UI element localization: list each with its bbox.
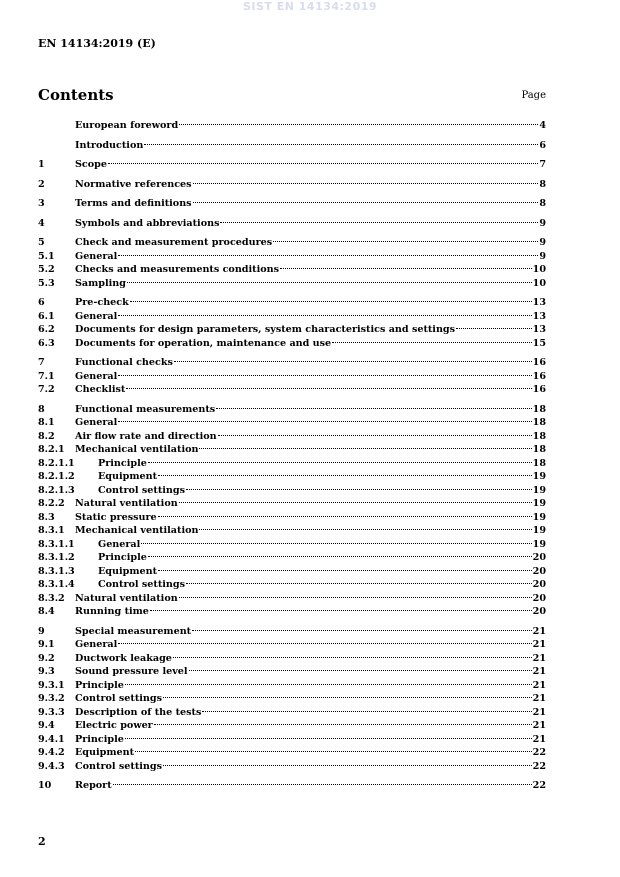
toc-entry[interactable] xyxy=(38,430,546,444)
toc-entry-title: Normative references xyxy=(75,178,192,190)
toc-entry-page: 16 xyxy=(532,370,546,382)
dot-leader xyxy=(118,255,538,256)
dot-leader xyxy=(163,765,532,766)
dot-leader xyxy=(130,301,532,302)
toc-entry-title: Control settings xyxy=(98,579,185,590)
toc-entry-title: Description of the tests xyxy=(75,706,202,718)
dot-leader xyxy=(118,375,531,376)
dot-leader xyxy=(118,643,531,644)
toc-entry-number: 9.3.2 xyxy=(38,693,65,704)
toc-entry-title: Introduction xyxy=(75,139,144,151)
toc-entry[interactable] xyxy=(38,119,546,133)
toc-entry-title: Functional checks xyxy=(75,357,173,368)
toc-entry-page: 22 xyxy=(532,760,546,772)
toc-entry-page: 21 xyxy=(532,652,546,664)
toc-entry-page: 21 xyxy=(532,720,546,731)
toc-entry-number: 9.4 xyxy=(38,720,55,731)
toc-entry-number: 8.2 xyxy=(38,430,55,442)
dot-leader xyxy=(113,784,532,785)
toc-entry[interactable] xyxy=(38,457,546,471)
toc-entry-number: 8.3 xyxy=(38,511,55,523)
toc-entry-page: 9 xyxy=(539,237,546,248)
toc-entry[interactable] xyxy=(38,605,546,619)
toc-entry-number: 8.3.1.2 xyxy=(38,552,75,563)
toc-entry-title: Checklist xyxy=(75,384,126,395)
toc-entry-page: 10 xyxy=(532,264,546,275)
toc-entry-number: 9.3.3 xyxy=(38,706,65,718)
toc-entry-number: 2 xyxy=(38,178,45,190)
toc-entry-number: 9 xyxy=(38,625,45,637)
toc-entry-page: 20 xyxy=(532,565,546,577)
toc-entry-title: Report xyxy=(75,780,112,791)
toc-entry-number: 9.1 xyxy=(38,639,55,650)
toc-entry-number: 9.2 xyxy=(38,652,55,664)
toc-entry-title: General xyxy=(75,370,118,382)
toc-entry-number: 9.3 xyxy=(38,666,55,677)
toc-entry-page: 13 xyxy=(532,297,546,308)
page-column-label: Page xyxy=(521,90,546,101)
toc-entry[interactable] xyxy=(38,565,546,579)
toc-entry-number: 8.4 xyxy=(38,606,55,617)
toc-entry-number: 9.4.3 xyxy=(38,760,65,772)
dot-leader xyxy=(189,670,532,671)
dot-leader xyxy=(150,610,532,611)
toc-entry[interactable] xyxy=(38,497,546,511)
toc-entry-title: Control settings xyxy=(75,760,162,772)
toc-entry[interactable] xyxy=(38,551,546,565)
toc-entry-page: 21 xyxy=(532,639,546,650)
toc-entry[interactable] xyxy=(38,158,546,172)
dot-leader xyxy=(273,241,538,242)
dot-leader xyxy=(154,724,532,725)
toc-entry-number: 7.2 xyxy=(38,384,55,395)
toc-entry-page: 20 xyxy=(532,592,546,604)
toc-entry[interactable] xyxy=(38,416,546,430)
toc-entry-title: Scope xyxy=(75,159,107,170)
toc-entry-number: 8.2.2 xyxy=(38,498,65,509)
toc-entry-page: 18 xyxy=(532,444,546,455)
toc-entry-title: Principle xyxy=(75,733,124,745)
toc-entry[interactable] xyxy=(38,443,546,457)
dot-leader xyxy=(193,183,539,184)
dot-leader xyxy=(158,570,532,571)
dot-leader xyxy=(179,502,532,503)
toc-entry-title: European foreword xyxy=(75,120,179,131)
toc-entry[interactable] xyxy=(38,679,546,693)
toc-entry-number: 1 xyxy=(38,159,45,170)
toc-entry-page: 19 xyxy=(532,484,546,496)
toc-entry[interactable] xyxy=(38,638,546,652)
toc-entry-number: 8.3.2 xyxy=(38,592,65,604)
dot-leader xyxy=(193,202,539,203)
toc-entry-title: Special measurement xyxy=(75,625,192,637)
dot-leader xyxy=(148,556,532,557)
toc-entry-title: Air flow rate and direction xyxy=(75,430,217,442)
dot-leader xyxy=(179,124,538,125)
toc-entry[interactable] xyxy=(38,470,546,484)
toc-entry-title: Terms and definitions xyxy=(75,198,192,209)
toc-entry[interactable] xyxy=(38,625,546,639)
toc-entry-page: 22 xyxy=(532,780,546,791)
dot-leader xyxy=(126,388,531,389)
toc-entry[interactable] xyxy=(38,665,546,679)
toc-entry-page: 20 xyxy=(532,606,546,617)
dot-leader xyxy=(118,315,531,316)
dot-leader xyxy=(202,711,531,712)
toc-entry-page: 21 xyxy=(532,666,546,677)
toc-entry[interactable] xyxy=(38,760,546,774)
toc-entry-title: Equipment xyxy=(75,747,135,758)
toc-entry-page: 18 xyxy=(532,417,546,428)
toc-entry[interactable] xyxy=(38,236,546,250)
toc-entry-title: Control settings xyxy=(98,484,185,496)
toc-entry-title: Equipment xyxy=(98,565,158,577)
toc-entry-title: Mechanical ventilation xyxy=(75,525,199,536)
toc-entry-title: General xyxy=(75,417,118,428)
toc-entry-page: 18 xyxy=(532,403,546,415)
toc-entry-page: 21 xyxy=(532,625,546,637)
dot-leader xyxy=(218,435,532,436)
toc-entry-page: 19 xyxy=(532,511,546,523)
toc-entry-page: 19 xyxy=(532,538,546,550)
toc-entry-number: 8.2.1 xyxy=(38,444,65,455)
toc-entry-page: 18 xyxy=(532,457,546,469)
toc-entry-number: 7.1 xyxy=(38,370,55,382)
toc-entry-title: General xyxy=(75,310,118,322)
toc-entry-page: 21 xyxy=(532,693,546,704)
toc-entry-page: 13 xyxy=(532,310,546,322)
toc-entry-page: 21 xyxy=(532,679,546,691)
toc-entry[interactable] xyxy=(38,592,546,606)
toc-entry-page: 4 xyxy=(539,120,546,131)
dot-leader xyxy=(108,163,538,164)
toc-entry-number: 5.1 xyxy=(38,250,55,262)
toc-entry[interactable] xyxy=(38,139,546,153)
dot-leader xyxy=(199,448,531,449)
toc-entry-title: Sampling xyxy=(75,277,126,289)
toc-entry[interactable] xyxy=(38,524,546,538)
toc-entry[interactable] xyxy=(38,356,546,370)
dot-leader xyxy=(220,222,538,223)
toc-entry-title: Running time xyxy=(75,606,149,617)
toc-entry[interactable] xyxy=(38,197,546,211)
toc-entry[interactable] xyxy=(38,733,546,747)
toc-entry-number: 5.3 xyxy=(38,277,55,289)
dot-leader xyxy=(158,475,532,476)
toc-entry-title: Control settings xyxy=(75,693,162,704)
toc-entry-page: 9 xyxy=(539,250,546,262)
toc-entry-page: 18 xyxy=(532,430,546,442)
toc-entry[interactable] xyxy=(38,370,546,384)
toc-entry-title: Electric power xyxy=(75,720,153,731)
toc-entry[interactable] xyxy=(38,746,546,760)
toc-entry[interactable] xyxy=(38,692,546,706)
toc-entry-number: 8.3.1.4 xyxy=(38,579,75,590)
toc-entry-number: 8.2.1.2 xyxy=(38,471,75,482)
toc-entry-title: Mechanical ventilation xyxy=(75,444,199,455)
toc-entry-page: 13 xyxy=(532,324,546,335)
dot-leader xyxy=(186,489,532,490)
toc-entry-page: 10 xyxy=(532,277,546,289)
toc-entry[interactable] xyxy=(38,277,546,291)
toc-entry[interactable] xyxy=(38,484,546,498)
toc-entry[interactable] xyxy=(38,250,546,264)
dot-leader xyxy=(135,751,532,752)
toc-entry[interactable] xyxy=(38,511,546,525)
toc-entry-title: Principle xyxy=(75,679,124,691)
toc-entry[interactable] xyxy=(38,263,546,277)
toc-entry-number: 3 xyxy=(38,198,45,209)
toc-entry-page: 21 xyxy=(532,733,546,745)
toc-entry-title: Principle xyxy=(98,552,147,563)
toc-entry-number: 4 xyxy=(38,217,45,229)
toc-entry[interactable] xyxy=(38,403,546,417)
dot-leader xyxy=(173,657,532,658)
dot-leader xyxy=(158,516,532,517)
toc-entry-title: Pre-check xyxy=(75,297,129,308)
dot-leader xyxy=(125,684,532,685)
dot-leader xyxy=(179,597,532,598)
table-of-contents xyxy=(38,119,546,793)
toc-entry-number: 9.3.1 xyxy=(38,679,65,691)
toc-entry[interactable] xyxy=(38,652,546,666)
dot-leader xyxy=(216,408,531,409)
toc-entry-page: 20 xyxy=(532,579,546,590)
dot-leader xyxy=(144,144,538,145)
contents-title: Contents xyxy=(38,86,114,104)
toc-entry[interactable] xyxy=(38,310,546,324)
toc-entry-page: 8 xyxy=(539,178,546,190)
toc-entry-title: General xyxy=(98,538,141,550)
toc-entry-page: 19 xyxy=(532,525,546,536)
toc-entry-number: 8.3.1 xyxy=(38,525,65,536)
toc-entry-number: 6.2 xyxy=(38,324,55,335)
toc-entry-title: Documents for design parameters, system characteristics and settings xyxy=(75,324,456,335)
toc-entry-title: Documents for operation, maintenance and use xyxy=(75,337,332,349)
dot-leader xyxy=(118,421,531,422)
dot-leader xyxy=(456,328,532,329)
toc-entry[interactable] xyxy=(38,217,546,231)
toc-entry-title: Symbols and abbreviations xyxy=(75,217,220,229)
toc-entry-number: 8.1 xyxy=(38,417,55,428)
toc-entry-number: 9.4.1 xyxy=(38,733,65,745)
toc-entry-page: 7 xyxy=(539,159,546,170)
toc-entry-page: 19 xyxy=(532,471,546,482)
toc-entry-title: Natural ventilation xyxy=(75,592,178,604)
toc-entry[interactable] xyxy=(38,706,546,720)
toc-entry-page: 6 xyxy=(539,139,546,151)
toc-entry-number: 8.3.1.3 xyxy=(38,565,75,577)
toc-entry-title: General xyxy=(75,639,118,650)
toc-entry[interactable] xyxy=(38,323,546,337)
toc-entry-number: 7 xyxy=(38,357,45,368)
toc-entry-title: Sound pressure level xyxy=(75,666,188,677)
dot-leader xyxy=(125,738,532,739)
toc-entry-title: Principle xyxy=(98,457,147,469)
toc-entry-number: 9.4.2 xyxy=(38,747,65,758)
toc-entry-number: 8 xyxy=(38,403,45,415)
dot-leader xyxy=(186,583,532,584)
dot-leader xyxy=(280,268,532,269)
toc-entry-title: Equipment xyxy=(98,471,158,482)
dot-leader xyxy=(192,630,532,631)
toc-entry-number: 6 xyxy=(38,297,45,308)
dot-leader xyxy=(141,543,531,544)
toc-entry-number: 8.3.1.1 xyxy=(38,538,75,550)
toc-entry[interactable] xyxy=(38,779,546,793)
toc-entry-page: 8 xyxy=(539,198,546,209)
toc-entry-number: 6.3 xyxy=(38,337,55,349)
toc-entry-page: 20 xyxy=(532,552,546,563)
toc-entry[interactable] xyxy=(38,383,546,397)
dot-leader xyxy=(332,342,531,343)
toc-entry-number: 10 xyxy=(38,780,52,791)
dot-leader xyxy=(127,282,532,283)
toc-entry-title: General xyxy=(75,250,118,262)
toc-entry[interactable] xyxy=(38,296,546,310)
toc-entry-title: Checks and measurements conditions xyxy=(75,264,280,275)
toc-entry-number: 5 xyxy=(38,237,45,248)
toc-entry-number: 8.2.1.1 xyxy=(38,457,75,469)
toc-entry-page: 21 xyxy=(532,706,546,718)
toc-entry-title: Natural ventilation xyxy=(75,498,178,509)
dot-leader xyxy=(163,697,532,698)
toc-entry-title: Functional measurements xyxy=(75,403,216,415)
dot-leader xyxy=(174,361,532,362)
toc-entry-page: 16 xyxy=(532,384,546,395)
toc-entry-page: 16 xyxy=(532,357,546,368)
toc-entry[interactable] xyxy=(38,578,546,592)
toc-entry[interactable] xyxy=(38,337,546,351)
toc-entry-number: 6.1 xyxy=(38,310,55,322)
toc-entry-title: Ductwork leakage xyxy=(75,652,172,664)
toc-entry[interactable] xyxy=(38,538,546,552)
toc-entry-page: 22 xyxy=(532,747,546,758)
toc-entry-page: 19 xyxy=(532,498,546,509)
page-number: 2 xyxy=(38,835,46,848)
toc-entry-number: 5.2 xyxy=(38,264,55,275)
watermark: SIST EN 14134:2019 xyxy=(242,0,378,13)
toc-entry[interactable] xyxy=(38,719,546,733)
dot-leader xyxy=(148,462,532,463)
toc-entry-page: 15 xyxy=(532,337,546,349)
toc-entry-title: Check and measurement procedures xyxy=(75,237,273,248)
dot-leader xyxy=(199,529,531,530)
toc-entry-title: Static pressure xyxy=(75,511,157,523)
toc-entry-number: 8.2.1.3 xyxy=(38,484,75,496)
toc-entry-page: 9 xyxy=(539,217,546,229)
toc-entry[interactable] xyxy=(38,178,546,192)
standard-id: EN 14134:2019 (E) xyxy=(38,37,156,50)
